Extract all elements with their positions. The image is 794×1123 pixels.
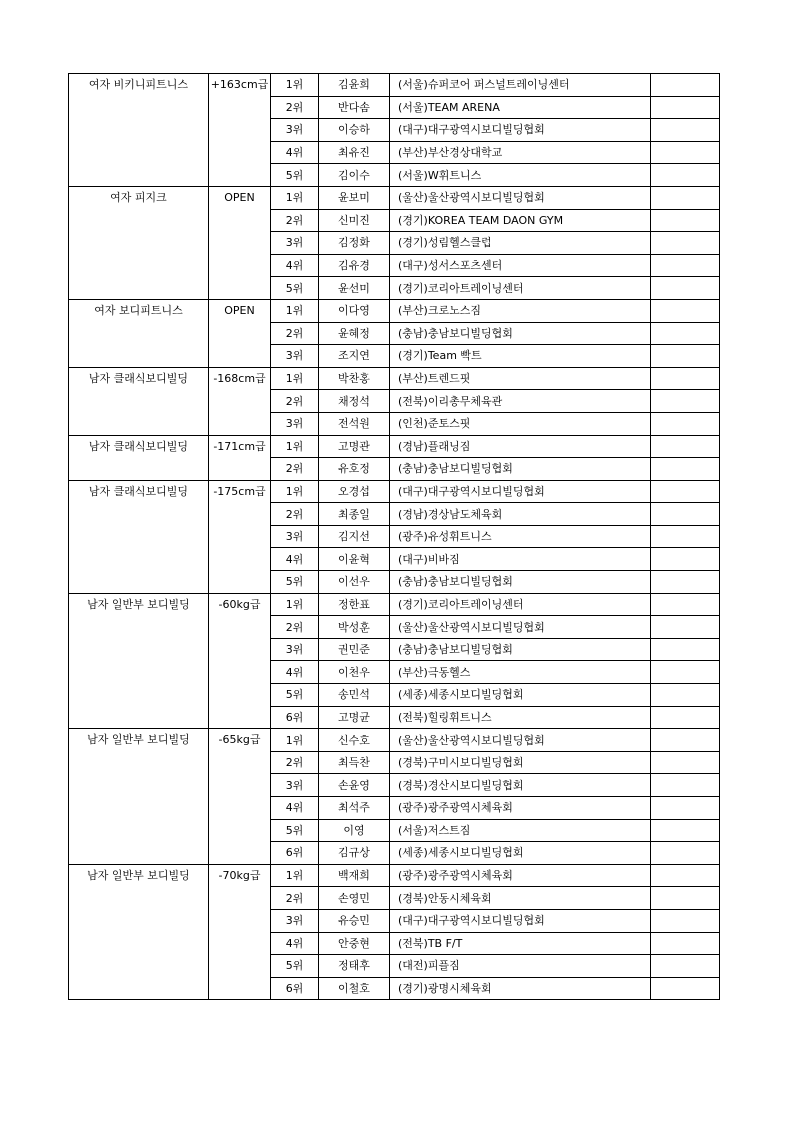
results-body bbox=[69, 74, 720, 1000]
blank-cell bbox=[651, 164, 720, 187]
rank-cell: 3위 bbox=[271, 119, 319, 142]
blank-cell bbox=[651, 887, 720, 910]
blank-cell bbox=[651, 367, 720, 390]
category-cell: 남자 일반부 보디빌딩 bbox=[69, 729, 209, 865]
rank-cell: 3위 bbox=[271, 345, 319, 368]
blank-cell bbox=[651, 390, 720, 413]
blank-cell bbox=[651, 571, 720, 594]
affiliation-cell: (충남)충남보디빌딩협회 bbox=[390, 458, 651, 481]
athlete-name-cell: 김규상 bbox=[319, 842, 390, 865]
blank-cell bbox=[651, 932, 720, 955]
rank-cell: 1위 bbox=[271, 864, 319, 887]
athlete-name-cell: 박성훈 bbox=[319, 616, 390, 639]
rank-cell: 2위 bbox=[271, 96, 319, 119]
affiliation-cell: (경기)코리아트레이닝센터 bbox=[390, 277, 651, 300]
category-cell: 남자 일반부 보디빌딩 bbox=[69, 864, 209, 1000]
athlete-name-cell: 고명균 bbox=[319, 706, 390, 729]
blank-cell bbox=[651, 616, 720, 639]
rank-cell: 3위 bbox=[271, 525, 319, 548]
affiliation-cell: (부산)극동헬스 bbox=[390, 661, 651, 684]
affiliation-cell: (세종)세종시보디빌딩협회 bbox=[390, 842, 651, 865]
rank-cell: 6위 bbox=[271, 706, 319, 729]
category-cell: 여자 보디피트니스 bbox=[69, 299, 209, 367]
blank-cell bbox=[651, 819, 720, 842]
athlete-name-cell: 정태후 bbox=[319, 955, 390, 978]
athlete-name-cell: 백재희 bbox=[319, 864, 390, 887]
athlete-name-cell: 이윤혁 bbox=[319, 548, 390, 571]
blank-cell bbox=[651, 209, 720, 232]
blank-cell bbox=[651, 909, 720, 932]
athlete-name-cell: 이선우 bbox=[319, 571, 390, 594]
athlete-name-cell: 김유경 bbox=[319, 254, 390, 277]
athlete-name-cell: 이다영 bbox=[319, 299, 390, 322]
rank-cell: 2위 bbox=[271, 616, 319, 639]
blank-cell bbox=[651, 684, 720, 707]
affiliation-cell: (부산)부산경상대학교 bbox=[390, 141, 651, 164]
blank-cell bbox=[651, 480, 720, 503]
rank-cell: 4위 bbox=[271, 932, 319, 955]
table-row bbox=[69, 435, 720, 458]
athlete-name-cell: 신수호 bbox=[319, 729, 390, 752]
rank-cell: 6위 bbox=[271, 842, 319, 865]
category-cell: 남자 클래식보디빌딩 bbox=[69, 480, 209, 593]
results-table bbox=[68, 73, 720, 1000]
blank-cell bbox=[651, 706, 720, 729]
athlete-name-cell: 윤혜정 bbox=[319, 322, 390, 345]
rank-cell: 1위 bbox=[271, 729, 319, 752]
affiliation-cell: (충남)충남보디빌딩협회 bbox=[390, 638, 651, 661]
blank-cell bbox=[651, 74, 720, 97]
affiliation-cell: (울산)울산광역시보디빌딩협회 bbox=[390, 616, 651, 639]
rank-cell: 2위 bbox=[271, 390, 319, 413]
blank-cell bbox=[651, 751, 720, 774]
rank-cell: 5위 bbox=[271, 164, 319, 187]
athlete-name-cell: 신미진 bbox=[319, 209, 390, 232]
blank-cell bbox=[651, 955, 720, 978]
affiliation-cell: (서울)W휘트니스 bbox=[390, 164, 651, 187]
affiliation-cell: (경기)Team 빡트 bbox=[390, 345, 651, 368]
weight-class-cell: OPEN bbox=[209, 186, 271, 299]
weight-class-cell: -60kg급 bbox=[209, 593, 271, 729]
affiliation-cell: (충남)충남보디빌딩협회 bbox=[390, 322, 651, 345]
rank-cell: 1위 bbox=[271, 299, 319, 322]
table-row bbox=[69, 480, 720, 503]
rank-cell: 3위 bbox=[271, 774, 319, 797]
rank-cell: 1위 bbox=[271, 593, 319, 616]
athlete-name-cell: 윤선미 bbox=[319, 277, 390, 300]
affiliation-cell: (울산)울산광역시보디빌딩협회 bbox=[390, 186, 651, 209]
affiliation-cell: (경기)코리아트레이닝센터 bbox=[390, 593, 651, 616]
affiliation-cell: (전북)TB F/T bbox=[390, 932, 651, 955]
affiliation-cell: (서울)저스트짐 bbox=[390, 819, 651, 842]
affiliation-cell: (경남)경상남도체육회 bbox=[390, 503, 651, 526]
weight-class-cell: -70kg급 bbox=[209, 864, 271, 1000]
affiliation-cell: (대구)대구광역시보디빌딩협회 bbox=[390, 909, 651, 932]
athlete-name-cell: 반다솜 bbox=[319, 96, 390, 119]
blank-cell bbox=[651, 141, 720, 164]
rank-cell: 2위 bbox=[271, 751, 319, 774]
affiliation-cell: (경남)플래닝짐 bbox=[390, 435, 651, 458]
affiliation-cell: (대구)성서스포츠센터 bbox=[390, 254, 651, 277]
athlete-name-cell: 박찬홍 bbox=[319, 367, 390, 390]
blank-cell bbox=[651, 277, 720, 300]
affiliation-cell: (충남)충남보디빌딩협회 bbox=[390, 571, 651, 594]
blank-cell bbox=[651, 186, 720, 209]
rank-cell: 1위 bbox=[271, 480, 319, 503]
athlete-name-cell: 이천우 bbox=[319, 661, 390, 684]
blank-cell bbox=[651, 774, 720, 797]
affiliation-cell: (대구)비바짐 bbox=[390, 548, 651, 571]
table-row bbox=[69, 367, 720, 390]
rank-cell: 3위 bbox=[271, 232, 319, 255]
blank-cell bbox=[651, 299, 720, 322]
weight-class-cell: -168cm급 bbox=[209, 367, 271, 435]
affiliation-cell: (부산)트렌드핏 bbox=[390, 367, 651, 390]
blank-cell bbox=[651, 593, 720, 616]
rank-cell: 3위 bbox=[271, 638, 319, 661]
athlete-name-cell: 이영 bbox=[319, 819, 390, 842]
athlete-name-cell: 유승민 bbox=[319, 909, 390, 932]
blank-cell bbox=[651, 548, 720, 571]
athlete-name-cell: 채정석 bbox=[319, 390, 390, 413]
rank-cell: 2위 bbox=[271, 887, 319, 910]
blank-cell bbox=[651, 638, 720, 661]
blank-cell bbox=[651, 864, 720, 887]
rank-cell: 5위 bbox=[271, 277, 319, 300]
athlete-name-cell: 전석원 bbox=[319, 412, 390, 435]
blank-cell bbox=[651, 503, 720, 526]
rank-cell: 1위 bbox=[271, 74, 319, 97]
affiliation-cell: (서울)슈퍼코어 퍼스널트레이닝센터 bbox=[390, 74, 651, 97]
blank-cell bbox=[651, 435, 720, 458]
category-cell: 여자 비키니피트니스 bbox=[69, 74, 209, 187]
affiliation-cell: (경기)KOREA TEAM DAON GYM bbox=[390, 209, 651, 232]
category-cell: 남자 일반부 보디빌딩 bbox=[69, 593, 209, 729]
athlete-name-cell: 오경섭 bbox=[319, 480, 390, 503]
weight-class-cell: -65kg급 bbox=[209, 729, 271, 865]
rank-cell: 5위 bbox=[271, 571, 319, 594]
athlete-name-cell: 이철호 bbox=[319, 977, 390, 1000]
rank-cell: 3위 bbox=[271, 909, 319, 932]
rank-cell: 1위 bbox=[271, 186, 319, 209]
rank-cell: 3위 bbox=[271, 412, 319, 435]
affiliation-cell: (세종)세종시보디빌딩협회 bbox=[390, 684, 651, 707]
table-row bbox=[69, 864, 720, 887]
rank-cell: 2위 bbox=[271, 458, 319, 481]
athlete-name-cell: 송민석 bbox=[319, 684, 390, 707]
affiliation-cell: (경기)광명시체육회 bbox=[390, 977, 651, 1000]
rank-cell: 5위 bbox=[271, 955, 319, 978]
table-row bbox=[69, 593, 720, 616]
rank-cell: 4위 bbox=[271, 141, 319, 164]
blank-cell bbox=[651, 977, 720, 1000]
weight-class-cell: OPEN bbox=[209, 299, 271, 367]
athlete-name-cell: 윤보미 bbox=[319, 186, 390, 209]
athlete-name-cell: 유호정 bbox=[319, 458, 390, 481]
blank-cell bbox=[651, 412, 720, 435]
affiliation-cell: (대구)대구광역시보디빌딩협회 bbox=[390, 480, 651, 503]
category-cell: 여자 피지크 bbox=[69, 186, 209, 299]
affiliation-cell: (전북)힐링휘트니스 bbox=[390, 706, 651, 729]
rank-cell: 2위 bbox=[271, 209, 319, 232]
blank-cell bbox=[651, 96, 720, 119]
table-row bbox=[69, 186, 720, 209]
table-row bbox=[69, 729, 720, 752]
rank-cell: 4위 bbox=[271, 548, 319, 571]
rank-cell: 4위 bbox=[271, 254, 319, 277]
rank-cell: 5위 bbox=[271, 684, 319, 707]
table-row bbox=[69, 299, 720, 322]
affiliation-cell: (울산)울산광역시보디빌딩협회 bbox=[390, 729, 651, 752]
athlete-name-cell: 고명관 bbox=[319, 435, 390, 458]
blank-cell bbox=[651, 729, 720, 752]
affiliation-cell: (인천)준토스핏 bbox=[390, 412, 651, 435]
affiliation-cell: (경북)경산시보디빌딩협회 bbox=[390, 774, 651, 797]
blank-cell bbox=[651, 661, 720, 684]
athlete-name-cell: 안중현 bbox=[319, 932, 390, 955]
athlete-name-cell: 최종일 bbox=[319, 503, 390, 526]
athlete-name-cell: 김지선 bbox=[319, 525, 390, 548]
blank-cell bbox=[651, 842, 720, 865]
blank-cell bbox=[651, 345, 720, 368]
affiliation-cell: (부산)크로노스짐 bbox=[390, 299, 651, 322]
rank-cell: 4위 bbox=[271, 797, 319, 820]
affiliation-cell: (광주)광주광역시체육회 bbox=[390, 864, 651, 887]
rank-cell: 4위 bbox=[271, 661, 319, 684]
rank-cell: 6위 bbox=[271, 977, 319, 1000]
blank-cell bbox=[651, 525, 720, 548]
category-cell: 남자 클래식보디빌딩 bbox=[69, 367, 209, 435]
affiliation-cell: (서울)TEAM ARENA bbox=[390, 96, 651, 119]
athlete-name-cell: 김정화 bbox=[319, 232, 390, 255]
table-row bbox=[69, 74, 720, 97]
rank-cell: 2위 bbox=[271, 322, 319, 345]
affiliation-cell: (경북)안동시체육회 bbox=[390, 887, 651, 910]
athlete-name-cell: 최석주 bbox=[319, 797, 390, 820]
weight-class-cell: -171cm급 bbox=[209, 435, 271, 480]
rank-cell: 1위 bbox=[271, 367, 319, 390]
athlete-name-cell: 손윤영 bbox=[319, 774, 390, 797]
weight-class-cell: -175cm급 bbox=[209, 480, 271, 593]
weight-class-cell: +163cm급 bbox=[209, 74, 271, 187]
blank-cell bbox=[651, 322, 720, 345]
affiliation-cell: (대전)피플짐 bbox=[390, 955, 651, 978]
category-cell: 남자 클래식보디빌딩 bbox=[69, 435, 209, 480]
blank-cell bbox=[651, 797, 720, 820]
athlete-name-cell: 김윤희 bbox=[319, 74, 390, 97]
athlete-name-cell: 손영민 bbox=[319, 887, 390, 910]
athlete-name-cell: 이승하 bbox=[319, 119, 390, 142]
affiliation-cell: (대구)대구광역시보디빌딩협회 bbox=[390, 119, 651, 142]
affiliation-cell: (광주)유성휘트니스 bbox=[390, 525, 651, 548]
athlete-name-cell: 김이수 bbox=[319, 164, 390, 187]
athlete-name-cell: 최득찬 bbox=[319, 751, 390, 774]
blank-cell bbox=[651, 458, 720, 481]
athlete-name-cell: 조지연 bbox=[319, 345, 390, 368]
athlete-name-cell: 정한표 bbox=[319, 593, 390, 616]
affiliation-cell: (광주)광주광역시체육회 bbox=[390, 797, 651, 820]
athlete-name-cell: 최유진 bbox=[319, 141, 390, 164]
affiliation-cell: (전북)이리총무체육관 bbox=[390, 390, 651, 413]
athlete-name-cell: 권민준 bbox=[319, 638, 390, 661]
blank-cell bbox=[651, 254, 720, 277]
rank-cell: 1위 bbox=[271, 435, 319, 458]
affiliation-cell: (경북)구미시보디빌딩협회 bbox=[390, 751, 651, 774]
blank-cell bbox=[651, 119, 720, 142]
rank-cell: 5위 bbox=[271, 819, 319, 842]
rank-cell: 2위 bbox=[271, 503, 319, 526]
affiliation-cell: (경기)성림헬스클럽 bbox=[390, 232, 651, 255]
blank-cell bbox=[651, 232, 720, 255]
